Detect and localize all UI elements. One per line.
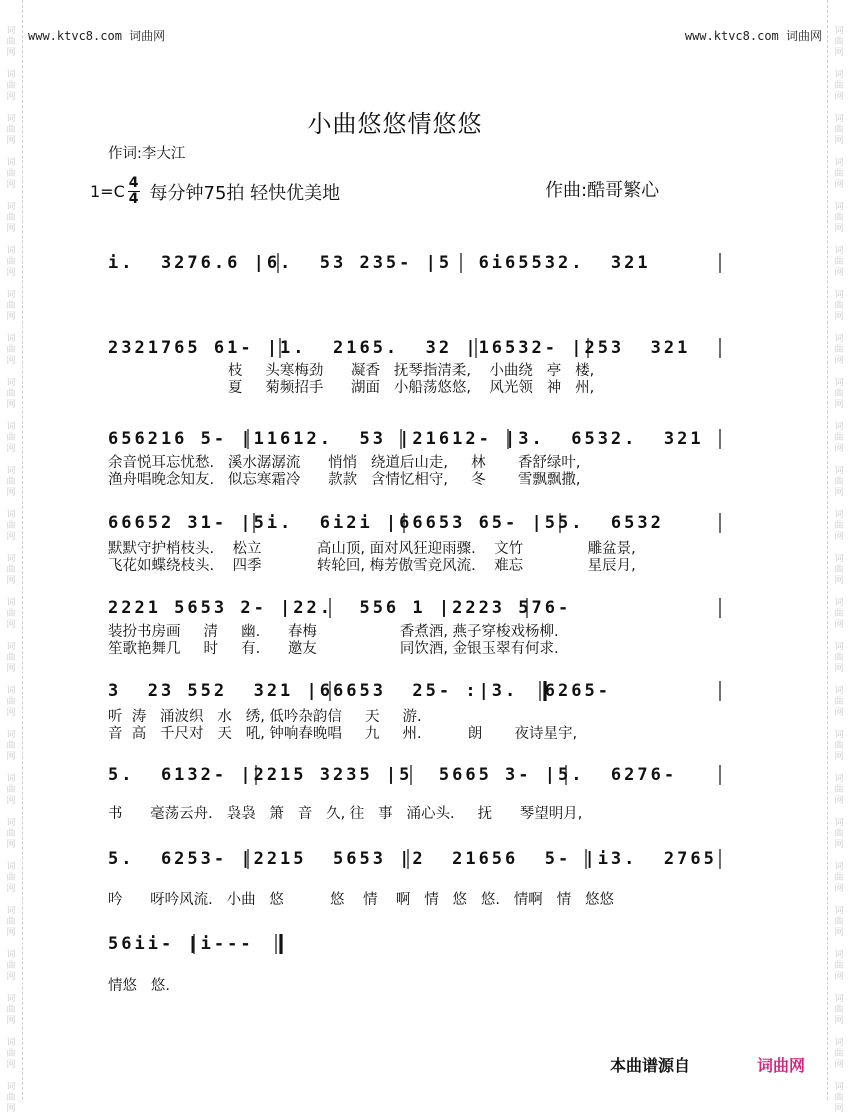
watermark-glyph: 词 xyxy=(6,818,16,828)
watermark-glyph: 网 xyxy=(6,92,16,102)
watermark-glyph: 网 xyxy=(834,620,844,630)
watermark-glyph: 网 xyxy=(834,48,844,58)
watermark-glyph: 曲 xyxy=(834,521,844,531)
watermark-glyph: 词 xyxy=(834,994,844,1004)
lyric-line: 枝 头寒梅劲 凝香 抚琴指清柔, 小曲绕 亭 楼, xyxy=(108,363,595,379)
key-label: 1=C xyxy=(90,182,125,201)
watermark-glyph: 网 xyxy=(6,532,16,542)
notation-text: i. 3276.6 |6. 53 235- |5 6i65532. 321 xyxy=(108,253,651,273)
lyric-line: 书 毫荡云舟. 袅袅 箫 音 久, 往 事 涌心头. 抚 琴望明月, xyxy=(108,806,583,822)
notation-line xyxy=(108,512,723,534)
watermark-glyph: 词 xyxy=(6,862,16,872)
watermark-glyph: 网 xyxy=(6,356,16,366)
watermark-glyph: 曲 xyxy=(6,1093,16,1103)
watermark-glyph: 曲 xyxy=(6,169,16,179)
watermark-glyph: 网 xyxy=(834,532,844,542)
watermark-glyph: 网 xyxy=(834,92,844,102)
watermark-glyph: 网 xyxy=(834,576,844,586)
lyric-line: 夏 菊频招手 湖面 小船荡悠悠, 风光领 神 州, xyxy=(108,380,595,396)
watermark-glyph: 曲 xyxy=(834,565,844,575)
watermark-glyph: 网 xyxy=(6,708,16,718)
lyric-line: 笙歌艳舞几 时 有. 邀友 同饮酒, 金银玉翠有何求. xyxy=(108,641,559,657)
watermark-glyph: 曲 xyxy=(6,961,16,971)
time-signature-bottom: 4 xyxy=(128,191,139,207)
watermark-glyph: 词 xyxy=(834,598,844,608)
watermark-glyph: 曲 xyxy=(6,1005,16,1015)
watermark-glyph: 网 xyxy=(834,1104,844,1114)
watermark-glyph: 词 xyxy=(6,334,16,344)
watermark-glyph: 网 xyxy=(834,224,844,234)
watermark-glyph: 网 xyxy=(834,840,844,850)
watermark-glyph: 曲 xyxy=(6,125,16,135)
watermark-glyph: 曲 xyxy=(6,81,16,91)
watermark-glyph: 词 xyxy=(6,202,16,212)
watermark-glyph: 网 xyxy=(6,400,16,410)
watermark-glyph: 词 xyxy=(834,510,844,520)
song-title: 小曲悠悠情悠悠 xyxy=(307,110,483,138)
watermark-glyph: 曲 xyxy=(834,873,844,883)
watermark-glyph: 词 xyxy=(6,26,16,36)
site-watermark-right[interactable]: www.ktvc8.com 词曲网 xyxy=(684,29,822,43)
watermark-glyph: 词 xyxy=(6,114,16,124)
notation-text: 2321765 61- |1. 2165. 32 |16532- |253 321 xyxy=(108,338,691,358)
watermark-glyph: 曲 xyxy=(6,785,16,795)
notation-text: 3 23 552 321 |66653 25- :|3. 6265- xyxy=(108,681,611,701)
watermark-glyph: 曲 xyxy=(834,917,844,927)
watermark-glyph: 词 xyxy=(834,906,844,916)
watermark-glyph: 网 xyxy=(834,488,844,498)
notation-text: 5. 6253- |2215 5653 |2 21656 5- |i3. 2765 xyxy=(108,849,717,869)
watermark-glyph: 网 xyxy=(6,224,16,234)
watermark-glyph: 词 xyxy=(834,642,844,652)
notation-line xyxy=(108,252,723,274)
watermark-glyph: 曲 xyxy=(834,1093,844,1103)
lyric-line: 音 高 千尺对 天 吼, 钟响春晚唱 九 州. 朗 夜诗星宇, xyxy=(108,726,578,742)
watermark-glyph: 词 xyxy=(834,202,844,212)
tempo-marking: 每分钟75拍 轻快优美地 xyxy=(149,182,341,204)
time-signature xyxy=(128,176,140,207)
watermark-glyph: 网 xyxy=(834,928,844,938)
watermark-glyph: 网 xyxy=(6,1016,16,1026)
watermark-glyph: 词 xyxy=(6,246,16,256)
watermark-glyph: 曲 xyxy=(834,433,844,443)
watermark-glyph: 网 xyxy=(6,928,16,938)
lyricist-credit: 作词:李大江 xyxy=(108,146,186,162)
watermark-glyph: 曲 xyxy=(834,697,844,707)
watermark-glyph: 词 xyxy=(6,774,16,784)
watermark-glyph: 曲 xyxy=(834,785,844,795)
watermark-glyph: 词 xyxy=(834,466,844,476)
watermark-glyph: 词 xyxy=(6,598,16,608)
watermark-glyph: 网 xyxy=(6,268,16,278)
watermark-glyph: 曲 xyxy=(6,1049,16,1059)
watermark-glyph: 网 xyxy=(6,1104,16,1114)
watermark-glyph: 曲 xyxy=(834,345,844,355)
watermark-glyph: 曲 xyxy=(6,873,16,883)
watermark-glyph: 网 xyxy=(6,972,16,982)
watermark-glyph: 网 xyxy=(834,972,844,982)
watermark-glyph: 曲 xyxy=(834,37,844,47)
notation-line xyxy=(108,428,723,450)
watermark-glyph: 曲 xyxy=(834,961,844,971)
watermark-glyph: 曲 xyxy=(6,433,16,443)
notation-line xyxy=(108,848,723,870)
watermark-glyph: 词 xyxy=(834,26,844,36)
watermark-glyph: 词 xyxy=(834,70,844,80)
notation-line xyxy=(108,597,723,619)
left-watermark-strip xyxy=(0,0,23,1114)
watermark-glyph: 网 xyxy=(834,752,844,762)
watermark-glyph: 曲 xyxy=(6,609,16,619)
watermark-glyph: 词 xyxy=(834,422,844,432)
watermark-glyph: 曲 xyxy=(6,829,16,839)
watermark-glyph: 曲 xyxy=(834,1005,844,1015)
watermark-glyph: 曲 xyxy=(6,741,16,751)
watermark-glyph: 词 xyxy=(834,378,844,388)
watermark-glyph: 曲 xyxy=(834,609,844,619)
watermark-glyph: 网 xyxy=(6,488,16,498)
watermark-glyph: 曲 xyxy=(6,389,16,399)
watermark-glyph: 词 xyxy=(6,290,16,300)
watermark-glyph: 网 xyxy=(834,444,844,454)
lyric-line: 吟 呀吟风流. 小曲 悠 悠 情 啊 情 悠 悠. 情啊 情 悠悠 xyxy=(108,892,614,908)
watermark-glyph: 曲 xyxy=(834,257,844,267)
watermark-glyph: 曲 xyxy=(6,521,16,531)
watermark-glyph: 曲 xyxy=(6,213,16,223)
watermark-glyph: 词 xyxy=(834,730,844,740)
lyric-line: 渔舟唱晚念知友. 似忘寒霜冷 款款 含情忆相守, 冬 雪飘飘撒, xyxy=(108,472,581,488)
watermark-glyph: 网 xyxy=(6,48,16,58)
watermark-glyph: 网 xyxy=(6,180,16,190)
watermark-glyph: 词 xyxy=(6,466,16,476)
watermark-glyph: 网 xyxy=(834,312,844,322)
watermark-glyph: 网 xyxy=(6,884,16,894)
notation-line xyxy=(108,680,723,702)
watermark-glyph: 曲 xyxy=(6,477,16,487)
watermark-glyph: 曲 xyxy=(6,917,16,927)
watermark-glyph: 网 xyxy=(834,268,844,278)
watermark-glyph: 词 xyxy=(834,686,844,696)
watermark-glyph: 词 xyxy=(834,158,844,168)
watermark-glyph: 网 xyxy=(834,708,844,718)
watermark-glyph: 网 xyxy=(834,1060,844,1070)
notation-line xyxy=(108,933,723,955)
watermark-glyph: 曲 xyxy=(834,213,844,223)
watermark-glyph: 曲 xyxy=(834,301,844,311)
watermark-glyph: 曲 xyxy=(834,169,844,179)
watermark-glyph: 曲 xyxy=(6,565,16,575)
watermark-glyph: 词 xyxy=(6,70,16,80)
watermark-glyph: 网 xyxy=(834,356,844,366)
watermark-glyph: 网 xyxy=(834,400,844,410)
watermark-glyph: 词 xyxy=(6,906,16,916)
watermark-glyph: 网 xyxy=(6,136,16,146)
watermark-glyph: 词 xyxy=(834,246,844,256)
watermark-glyph: 网 xyxy=(834,796,844,806)
watermark-glyph: 网 xyxy=(834,1016,844,1026)
watermark-glyph: 词 xyxy=(834,554,844,564)
notation-text: 2221 5653 2- |22. 556 1 |2223 576- xyxy=(108,598,572,618)
watermark-glyph: 曲 xyxy=(6,345,16,355)
watermark-glyph: 网 xyxy=(6,620,16,630)
watermark-glyph: 曲 xyxy=(834,829,844,839)
watermark-glyph: 词 xyxy=(6,1038,16,1048)
lyric-line: 余音悦耳忘忧愁. 溪水潺潺流 悄悄 绕道后山走, 林 香舒绿叶, xyxy=(108,455,581,471)
watermark-glyph: 词 xyxy=(834,1038,844,1048)
watermark-glyph: 网 xyxy=(6,664,16,674)
watermark-glyph: 词 xyxy=(6,158,16,168)
notation-text: 5. 6132- |2215 3235 |5 5665 3- |5. 6276- xyxy=(108,765,678,785)
watermark-glyph: 词 xyxy=(6,642,16,652)
watermark-glyph: 曲 xyxy=(834,741,844,751)
watermark-glyph: 网 xyxy=(834,136,844,146)
lyric-line: 装扮书房画 清 幽. 春梅 香煮酒, 燕子穿梭戏杨柳. xyxy=(108,624,559,640)
watermark-glyph: 词 xyxy=(834,862,844,872)
watermark-glyph: 曲 xyxy=(6,697,16,707)
watermark-glyph: 曲 xyxy=(6,257,16,267)
watermark-glyph: 网 xyxy=(6,1060,16,1070)
notation-line xyxy=(108,764,723,786)
watermark-glyph: 词 xyxy=(6,730,16,740)
lyric-line: 飞花如蝶绕枝头. 四季 转轮回, 梅芳傲雪竞风流. 难忘 星辰月, xyxy=(108,558,636,574)
lyric-line: 情悠 悠. xyxy=(108,978,170,994)
watermark-glyph: 网 xyxy=(6,576,16,586)
watermark-glyph: 曲 xyxy=(6,37,16,47)
watermark-glyph: 词 xyxy=(6,378,16,388)
watermark-glyph: 词 xyxy=(834,1082,844,1092)
watermark-glyph: 曲 xyxy=(834,81,844,91)
watermark-glyph: 网 xyxy=(834,664,844,674)
watermark-glyph: 词 xyxy=(834,818,844,828)
key-signature xyxy=(90,176,340,207)
watermark-glyph: 网 xyxy=(6,444,16,454)
watermark-glyph: 词 xyxy=(6,994,16,1004)
source-note: 本曲谱源自 xyxy=(610,1056,691,1075)
notation-text: 66652 31- |5i. 6i2i |66653 65- |55. 6532 xyxy=(108,513,664,533)
watermark-glyph: 词 xyxy=(834,114,844,124)
watermark-glyph: 词 xyxy=(834,774,844,784)
watermark-glyph: 词 xyxy=(6,950,16,960)
watermark-glyph: 词 xyxy=(6,686,16,696)
notation-text: 56ii- |i--- xyxy=(108,934,254,954)
watermark-glyph: 词 xyxy=(6,422,16,432)
watermark-glyph: 曲 xyxy=(834,477,844,487)
watermark-glyph: 曲 xyxy=(834,1049,844,1059)
watermark-glyph: 曲 xyxy=(6,301,16,311)
brand-link[interactable]: 词曲网 xyxy=(757,1056,806,1075)
watermark-glyph: 曲 xyxy=(834,653,844,663)
watermark-glyph: 网 xyxy=(6,796,16,806)
watermark-glyph: 词 xyxy=(834,290,844,300)
site-watermark-left[interactable]: www.ktvc8.com 词曲网 xyxy=(28,29,166,43)
watermark-glyph: 曲 xyxy=(6,653,16,663)
watermark-glyph: 曲 xyxy=(834,125,844,135)
watermark-glyph: 词 xyxy=(834,334,844,344)
right-watermark-strip xyxy=(827,0,850,1114)
lyric-line: 听 涛 涌波织 水 绣, 低吟杂韵信 天 游. xyxy=(108,709,422,725)
watermark-glyph: 词 xyxy=(834,950,844,960)
watermark-glyph: 词 xyxy=(6,510,16,520)
watermark-glyph: 曲 xyxy=(834,389,844,399)
watermark-glyph: 网 xyxy=(834,884,844,894)
watermark-glyph: 网 xyxy=(6,312,16,322)
watermark-glyph: 网 xyxy=(6,752,16,762)
watermark-glyph: 网 xyxy=(834,180,844,190)
watermark-glyph: 词 xyxy=(6,554,16,564)
time-signature-top: 4 xyxy=(128,175,139,191)
notation-line xyxy=(108,337,723,359)
notation-text: 656216 5- |11612. 53 |21612- |3. 6532. 321 xyxy=(108,429,704,449)
watermark-glyph: 词 xyxy=(6,1082,16,1092)
composer-credit: 作曲:酷哥繁心 xyxy=(545,180,660,201)
lyric-line: 默默守护梢枝头. 松立 高山顶, 面对风狂迎雨骤. 文竹 雕盆景, xyxy=(108,541,636,557)
watermark-glyph: 网 xyxy=(6,840,16,850)
